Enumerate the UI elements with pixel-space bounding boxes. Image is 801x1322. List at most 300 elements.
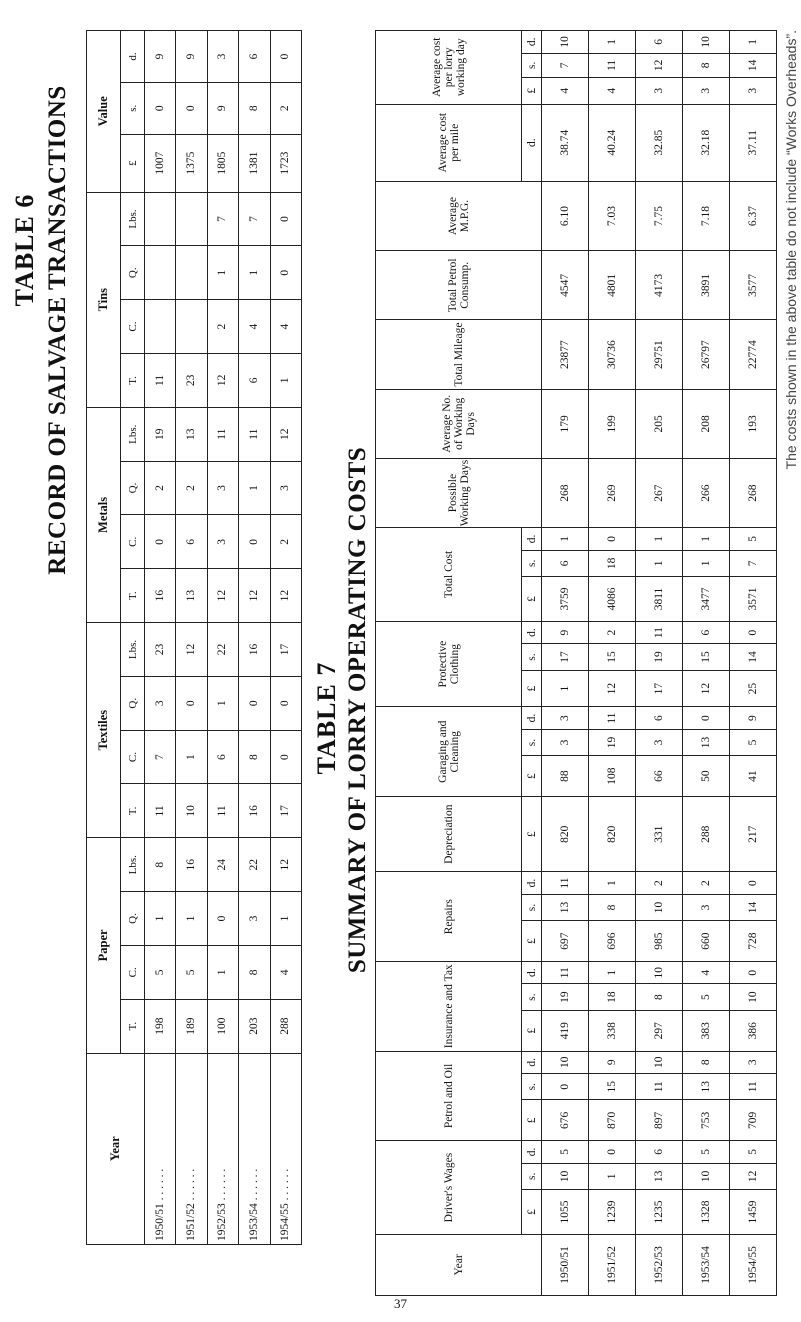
table7-insurance-cell: 19 [542,984,589,1010]
table7-repairs-cell: 3 [683,894,730,920]
table6-textiles-cell: 10 [176,784,207,838]
table7-total-cell: 4086 [589,577,636,622]
table7-clothing-cell: 25 [730,670,777,707]
table7-petrol-cell: 10 [636,1051,683,1073]
table7-petrol-cell: 709 [730,1100,777,1141]
table7-petrol-cell: 676 [542,1100,589,1141]
table7-header-clothing: Protective Clothing [376,621,522,707]
table6-subheader: d. [121,31,145,83]
table6-textiles-cell: 1 [207,676,238,730]
table7-subheader-cost-mile: d. [522,104,542,181]
table7-year-cell: 1954/55 [730,1234,777,1295]
table7-clothing-cell: 14 [730,644,777,670]
table6-subheader: £ [121,134,145,192]
table6-textiles-cell: 8 [239,730,270,784]
table6-subheader: T. [121,353,145,407]
table6-subheader: T. [121,784,145,838]
table6-tins-cell: 0 [270,246,301,300]
table7-subheader-petrol: s. [522,1074,542,1100]
table7-insurance-cell: 10 [636,961,683,983]
table7-clothing-cell: 12 [589,670,636,707]
table7-title-block [300,0,380,1322]
table7-insurance-cell: 4 [683,961,730,983]
table7-header-garaging: Garaging and Cleaning [376,707,522,797]
table6-tins-cell: 1 [239,246,270,300]
table7-depreciation-cell: 331 [636,797,683,872]
table7-total-cell: 0 [589,528,636,550]
table7-garaging-cell: 11 [589,707,636,729]
table6-tins-cell [176,246,207,300]
table6-subheader: Q. [121,676,145,730]
table7-header-repairs: Repairs [376,872,522,962]
table7-garaging-cell: 6 [636,707,683,729]
table7-total-cell: 3759 [542,577,589,622]
table7-repairs-cell: 1 [589,872,636,894]
table6-value-cell: 0 [270,31,301,83]
table6-frame [86,30,302,1310]
table6-metals-cell: 0 [145,515,176,569]
table7-avg-days-cell: 193 [730,389,777,458]
table7-petrol-cell: 9 [589,1051,636,1073]
table7-header-possible-days: Possible Working Days [376,458,542,527]
table6-subheader: C. [121,730,145,784]
table6-subheader: T. [121,569,145,623]
table7-label: TABLE 7 [312,661,341,775]
table7-cost-day-cell: 3 [730,78,777,104]
table7-possible-days-cell: 267 [636,458,683,527]
table7-insurance-cell: 338 [589,1010,636,1051]
table6-subheader: C. [121,515,145,569]
table7-garaging-cell: 13 [683,729,730,755]
table6-label: TABLE 6 [10,193,39,307]
table6-header-paper: Paper [87,838,121,1053]
table7-possible-days-cell: 269 [589,458,636,527]
table7-avg-days-cell: 208 [683,389,730,458]
table7-wages-cell: 1235 [636,1190,683,1235]
table6-subheader: T. [121,999,145,1053]
table6-paper-cell: 16 [176,838,207,892]
table7-total-cell: 5 [730,528,777,550]
table7-mileage-cell: 29751 [636,320,683,389]
table6-metals-cell: 11 [207,407,238,461]
table7-petrol-consump-cell: 4547 [542,251,589,320]
table6-textiles-cell: 17 [270,623,301,677]
table7-row [542,31,589,1296]
table6-value-cell: 9 [207,82,238,134]
table6-metals-cell: 3 [207,515,238,569]
table7-garaging-cell: 9 [730,707,777,729]
table6-paper-cell: 5 [145,945,176,999]
table7-clothing-cell: 2 [589,621,636,643]
table7-avg-days-cell: 199 [589,389,636,458]
table7-clothing-cell: 15 [589,644,636,670]
table6-textiles-cell: 0 [270,730,301,784]
table6-paper-cell: 22 [239,838,270,892]
table7-row [636,31,683,1296]
table6-metals-cell: 0 [239,515,270,569]
table7-garaging-cell: 88 [542,756,589,797]
table7-petrol-cell: 13 [683,1074,730,1100]
table7-subheader-petrol: d. [522,1051,542,1073]
table6-paper-cell: 8 [145,838,176,892]
table7-mileage-cell: 23877 [542,320,589,389]
table7-cost-day-cell: 1 [589,31,636,54]
table7-petrol-cell: 753 [683,1100,730,1141]
table7-repairs-cell: 0 [730,872,777,894]
table7-possible-days-cell: 268 [730,458,777,527]
table7-repairs-cell: 11 [542,872,589,894]
table7-avg-days-cell: 179 [542,389,589,458]
table7-subheader-wages: d. [522,1141,542,1163]
table6-value-cell: 1805 [207,134,238,192]
table6-metals-cell: 11 [239,407,270,461]
table7 [375,30,777,1296]
table6-tins-cell: 11 [145,353,176,407]
table7-wages-cell: 1328 [683,1190,730,1235]
table7-petrol-cell: 3 [730,1051,777,1073]
table6-paper-cell: 198 [145,999,176,1053]
table7-insurance-cell: 419 [542,1010,589,1051]
table6-metals-cell: 3 [207,461,238,515]
table7-cost-mile-cell: 38.74 [542,104,589,181]
table7-frame [375,30,799,1302]
table6-metals-cell: 12 [270,407,301,461]
table7-repairs-cell: 13 [542,894,589,920]
table7-wages-cell: 10 [683,1163,730,1189]
table7-repairs-cell: 10 [636,894,683,920]
table6-metals-cell: 3 [270,461,301,515]
table7-clothing-cell: 12 [683,670,730,707]
table7-total-cell: 1 [636,528,683,550]
table7-subheader-wages: £ [522,1190,542,1235]
table6-tins-cell [145,300,176,354]
table7-clothing-cell: 17 [542,644,589,670]
table7-petrol-cell: 897 [636,1100,683,1141]
table7-row [683,31,730,1296]
table6-tins-cell: 0 [270,192,301,246]
table7-garaging-cell: 50 [683,756,730,797]
table6-subheader: Lbs. [121,407,145,461]
table7-subheader-repairs: £ [522,921,542,962]
table6-tins-cell [145,192,176,246]
table7-mileage-cell: 30736 [589,320,636,389]
table7-depreciation-cell: 217 [730,797,777,872]
table7-insurance-cell: 18 [589,984,636,1010]
table7-petrol-cell: 870 [589,1100,636,1141]
table7-insurance-cell: 1 [589,961,636,983]
table6-value-cell: 2 [270,82,301,134]
table6-subheader: Lbs. [121,623,145,677]
table6-subheader: C. [121,300,145,354]
table7-subheader-garaging: s. [522,729,542,755]
table6-value-cell: 9 [145,31,176,83]
table7-header-mpg: Average M.P.G. [376,181,542,250]
table7-clothing-cell: 9 [542,621,589,643]
table6-subheader: s. [121,82,145,134]
table7-subheader-total: £ [522,577,542,622]
table7-depreciation-cell: 288 [683,797,730,872]
table7-cost-day-cell: 4 [589,78,636,104]
table7-subheader-petrol: £ [522,1100,542,1141]
table7-garaging-cell: 3 [542,729,589,755]
table6-paper-cell: 1 [207,945,238,999]
table7-depreciation-cell: 820 [589,797,636,872]
table7-possible-days-cell: 268 [542,458,589,527]
table6-paper-cell: 12 [270,838,301,892]
table7-header-mileage: Total Mileage [376,320,542,389]
table7-mpg-cell: 7.18 [683,181,730,250]
table7-insurance-cell: 297 [636,1010,683,1051]
table6-paper-cell: 5 [176,945,207,999]
table6-year-cell: 1953/54 . . . . . . [239,1053,270,1244]
table7-avg-days-cell: 205 [636,389,683,458]
table7-garaging-cell: 66 [636,756,683,797]
table6-header-year: Year [87,1053,145,1244]
table6-textiles-cell: 11 [207,784,238,838]
table7-insurance-cell: 11 [542,961,589,983]
table6-metals-cell: 1 [239,461,270,515]
table6-tins-cell: 12 [207,353,238,407]
table6-row [207,31,238,1245]
table7-cost-day-cell: 11 [589,53,636,77]
table7-subheader-repairs: s. [522,894,542,920]
table6-year-cell: 1952/53 . . . . . . [207,1053,238,1244]
table7-total-cell: 7 [730,550,777,576]
table6-paper-cell: 189 [176,999,207,1053]
table7-cost-day-cell: 3 [636,78,683,104]
table7-subheader-insurance: d. [522,961,542,983]
table7-wages-cell: 5 [542,1141,589,1163]
table6-paper-cell: 1 [176,892,207,946]
table7-subheader-total: d. [522,528,542,550]
table6-textiles-cell: 11 [145,784,176,838]
table7-subheader-wages: s. [522,1163,542,1189]
table7-subheader-clothing: d. [522,621,542,643]
table7-cost-mile-cell: 37.11 [730,104,777,181]
table6-subheader: Q. [121,892,145,946]
table6-value-cell: 9 [176,31,207,83]
table6-textiles-cell: 17 [270,784,301,838]
table6-row [176,31,207,1245]
table6-header-value: Value [87,31,121,193]
table6-value-cell: 1723 [270,134,301,192]
table7-garaging-cell: 0 [683,707,730,729]
table7-subheader-repairs: d. [522,872,542,894]
table6-value-cell: 3 [207,31,238,83]
table7-row [589,31,636,1296]
table7-cost-day-cell: 3 [683,78,730,104]
table7-wages-cell: 5 [683,1141,730,1163]
table7-cost-day-cell: 1 [730,31,777,54]
table7-petrol-cell: 15 [589,1074,636,1100]
table6-paper-cell: 1 [270,892,301,946]
table6-year-cell: 1951/52 . . . . . . [176,1053,207,1244]
table7-header-avg-days: Average No. of Working Days [376,389,542,458]
table7-cost-mile-cell: 32.85 [636,104,683,181]
table6-metals-cell: 13 [176,569,207,623]
table7-cost-day-cell: 10 [683,31,730,54]
table7-subheader-cost-day: d. [522,31,542,54]
table6-metals-cell: 13 [176,407,207,461]
table6-header-metals: Metals [87,407,121,622]
table7-mileage-cell: 22774 [730,320,777,389]
table7-header-year: Year [376,1234,542,1295]
table6-textiles-cell: 16 [239,623,270,677]
table6-subheader: C. [121,945,145,999]
table7-subheader-clothing: £ [522,670,542,707]
table7-total-cell: 6 [542,550,589,576]
table7-repairs-cell: 2 [683,872,730,894]
table7-cost-mile-cell: 40.24 [589,104,636,181]
table7-petrol-cell: 10 [542,1051,589,1073]
table6-tins-cell [176,300,207,354]
table6-value-cell: 0 [176,82,207,134]
table7-cost-day-cell: 8 [683,53,730,77]
table7-title: SUMMARY OF LORRY OPERATING COSTS [344,446,371,974]
table7-mpg-cell: 7.03 [589,181,636,250]
table7-clothing-cell: 19 [636,644,683,670]
table7-cost-day-cell: 14 [730,53,777,77]
table7-insurance-cell: 0 [730,961,777,983]
table7-wages-cell: 1055 [542,1190,589,1235]
table7-repairs-cell: 14 [730,894,777,920]
table6-header-textiles: Textiles [87,623,121,838]
table7-wages-cell: 5 [730,1141,777,1163]
table7-subheader-garaging: d. [522,707,542,729]
table7-header-wages: Driver's Wages [376,1141,522,1235]
table6-value-cell: 1381 [239,134,270,192]
table6-tins-cell: 7 [239,192,270,246]
table7-header-petrol-consump: Total Petrol Consump. [376,251,542,320]
table6-textiles-cell: 22 [207,623,238,677]
table7-wages-cell: 12 [730,1163,777,1189]
table7-repairs-cell: 2 [636,872,683,894]
table6-year-cell: 1954/55 . . . . . . [270,1053,301,1244]
table7-clothing-cell: 6 [683,621,730,643]
table7-petrol-consump-cell: 3891 [683,251,730,320]
table7-clothing-cell: 1 [542,670,589,707]
table6-metals-cell: 2 [176,461,207,515]
table6-paper-cell: 100 [207,999,238,1053]
table7-garaging-cell: 3 [636,729,683,755]
table7-header-cost-mile: Average cost per mile [376,104,522,181]
table7-repairs-cell: 728 [730,921,777,962]
table6-metals-cell: 12 [239,569,270,623]
table7-insurance-cell: 383 [683,1010,730,1051]
table7-wages-cell: 6 [636,1141,683,1163]
table7-repairs-cell: 660 [683,921,730,962]
table7-header-petrol: Petrol and Oil [376,1051,522,1141]
table7-cost-day-cell: 12 [636,53,683,77]
table7-insurance-cell: 386 [730,1010,777,1051]
table6-tins-cell: 1 [207,246,238,300]
table7-cost-day-cell: 4 [542,78,589,104]
table7-total-cell: 3811 [636,577,683,622]
table7-insurance-cell: 5 [683,984,730,1010]
table7-footnote: The costs shown in the above table do not include “Works Overheads”. [783,30,799,470]
table7-total-cell: 1 [683,550,730,576]
table6-textiles-cell: 12 [176,623,207,677]
table7-subheader-total: s. [522,550,542,576]
table6-tins-cell [145,246,176,300]
table7-subheader-cost-day: £ [522,78,542,104]
table6-tins-cell: 4 [270,300,301,354]
table7-garaging-cell: 19 [589,729,636,755]
table7-clothing-cell: 15 [683,644,730,670]
table6-metals-cell: 2 [145,461,176,515]
table6-textiles-cell: 7 [145,730,176,784]
table6-tins-cell: 23 [176,353,207,407]
table7-petrol-cell: 11 [730,1074,777,1100]
table7-clothing-cell: 0 [730,621,777,643]
table6-header-tins: Tins [87,192,121,407]
table7-repairs-cell: 697 [542,921,589,962]
table6-metals-cell: 16 [145,569,176,623]
table6-value-cell: 1007 [145,134,176,192]
table6-paper-cell: 24 [207,838,238,892]
table7-total-cell: 1 [542,528,589,550]
table7-cost-day-cell: 10 [542,31,589,54]
table6-textiles-cell: 3 [145,676,176,730]
table7-petrol-cell: 11 [636,1074,683,1100]
table6 [86,30,302,1245]
table7-year-cell: 1950/51 [542,1234,589,1295]
table7-insurance-cell: 8 [636,984,683,1010]
table7-cost-mile-cell: 32.18 [683,104,730,181]
table7-depreciation-cell: 820 [542,797,589,872]
table7-cost-day-cell: 6 [636,31,683,54]
table7-header-insurance: Insurance and Tax [376,961,522,1051]
table7-year-cell: 1952/53 [636,1234,683,1295]
table6-title: RECORD OF SALVAGE TRANSACTIONS [44,85,71,575]
table7-total-cell: 18 [589,550,636,576]
table7-garaging-cell: 108 [589,756,636,797]
table7-mpg-cell: 6.10 [542,181,589,250]
table7-garaging-cell: 5 [730,729,777,755]
table6-textiles-cell: 1 [176,730,207,784]
table7-subheader-garaging: £ [522,756,542,797]
table6-row [270,31,301,1245]
table6-metals-cell: 12 [270,569,301,623]
table6-paper-cell: 288 [270,999,301,1053]
table6-textiles-cell: 23 [145,623,176,677]
table7-petrol-cell: 8 [683,1051,730,1073]
table6-tins-cell: 1 [270,353,301,407]
table7-wages-cell: 13 [636,1163,683,1189]
table7-clothing-cell: 17 [636,670,683,707]
table6-paper-cell: 4 [270,945,301,999]
table7-wages-cell: 0 [589,1141,636,1163]
table7-header-depreciation: Depreciation [376,797,522,872]
table6-value-cell: 8 [239,82,270,134]
table7-total-cell: 3571 [730,577,777,622]
table6-textiles-cell: 6 [207,730,238,784]
table7-subheader-insurance: £ [522,1010,542,1051]
table7-petrol-consump-cell: 3577 [730,251,777,320]
table7-petrol-consump-cell: 4173 [636,251,683,320]
table7-mpg-cell: 6.37 [730,181,777,250]
table7-garaging-cell: 41 [730,756,777,797]
table6-value-cell: 6 [239,31,270,83]
table7-repairs-cell: 985 [636,921,683,962]
table7-clothing-cell: 11 [636,621,683,643]
table6-textiles-cell: 0 [270,676,301,730]
table6-subheader: Lbs. [121,838,145,892]
table6-paper-cell: 0 [207,892,238,946]
table7-petrol-cell: 0 [542,1074,589,1100]
table7-subheader-insurance: s. [522,984,542,1010]
table7-year-cell: 1951/52 [589,1234,636,1295]
